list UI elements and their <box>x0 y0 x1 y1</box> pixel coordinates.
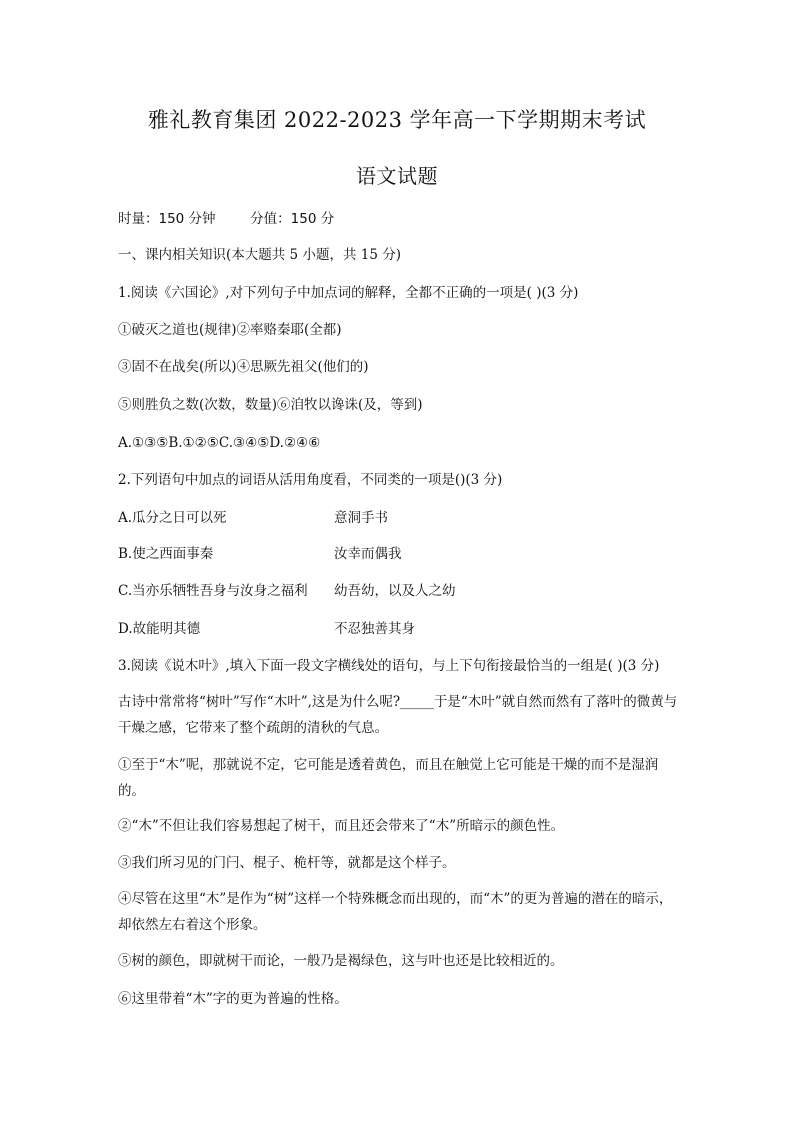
q2-option-row <box>118 580 678 602</box>
exam-meta <box>118 208 678 230</box>
q1-item: ⑤则胜负之数(次数，数量)⑥洎牧以谗诛(及，等到) <box>118 397 423 413</box>
q2-option-left: B.使之西面事秦 <box>118 546 214 562</box>
total-score: 分值：150 分 <box>250 211 335 227</box>
q1-stem: 1.阅读《六国论》,对下列句子中加点词的解释，全都不正确的一项是( )(3 分) <box>118 285 579 301</box>
exam-subtitle: 语文试题 <box>356 164 438 188</box>
q2-option-row <box>118 543 678 565</box>
exam-title: 雅礼教育集团 2022-2023 学年高一下学期期末考试 <box>147 108 647 132</box>
q3-item: ①至于“木”呢，那就说不定，它可能是透着黄色，而且在触觉上它可能是干燥的而不是湿润的。 <box>118 757 659 799</box>
q2-stem: 2.下列语句中加点的词语从活用角度看，不同类的一项是()(3 分) <box>118 472 503 488</box>
section-heading: 一、课内相关知识(本大题共 5 小题，共 15 分) <box>118 247 401 263</box>
q2-option-right: 不忍独善其身 <box>334 621 415 637</box>
q2-option-right: 幼吾幼，以及人之幼 <box>334 583 456 599</box>
q2-option-right: 汝幸而偶我 <box>334 546 402 562</box>
q3-item: ⑥这里带着“木”字的更为普遍的性格。 <box>118 991 348 1007</box>
q2-option-left: D.故能明其德 <box>118 621 201 637</box>
q2-option-right: 意洞手书 <box>334 510 388 526</box>
q2-option-left: A.瓜分之日可以死 <box>118 510 227 526</box>
q2-option-left: C.当亦乐牺牲吾身与汝身之福利 <box>118 583 308 599</box>
q1-options: A.①③⑤B.①②⑤C.③④⑤D.②④⑥ <box>118 435 321 451</box>
q3-passage: 古诗中常常将“树叶”写作“木叶”,这是为什么呢?_____于是“木叶”就自然而然有了落叶的微黄与干燥之感，它带来了整个疏朗的清秋的气息。 <box>118 694 678 736</box>
q3-item: ③我们所习见的门闩、棍子、桅杆等，就都是这个样子。 <box>118 855 456 871</box>
q2-option-row <box>118 507 678 529</box>
q3-item: ④尽管在这里“木”是作为“树”这样一个特殊概念而出现的，而“木”的更为普遍的潜在的暗示，却依然左右着这个形象。 <box>118 891 673 933</box>
q3-stem: 3.阅读《说木叶》,填入下面一段文字横线处的语句，与上下句衔接最恰当的一组是( )(3 分) <box>118 658 660 674</box>
time-limit: 时量：150 分钟 <box>118 211 216 227</box>
q1-item: ③固不在战矣(所以)④思厥先祖父(他们的) <box>118 359 369 375</box>
q3-item: ⑤树的颜色，即就树干而论，一般乃是褐绿色，这与叶也还是比较相近的。 <box>118 953 564 969</box>
q2-option-row <box>118 618 678 640</box>
q3-item: ②“木”不但让我们容易想起了树干，而且还会带来了“木”所暗示的颜色性。 <box>118 818 565 834</box>
q1-item: ①破灭之道也(规律)②率赂秦耶(全都) <box>118 322 342 338</box>
